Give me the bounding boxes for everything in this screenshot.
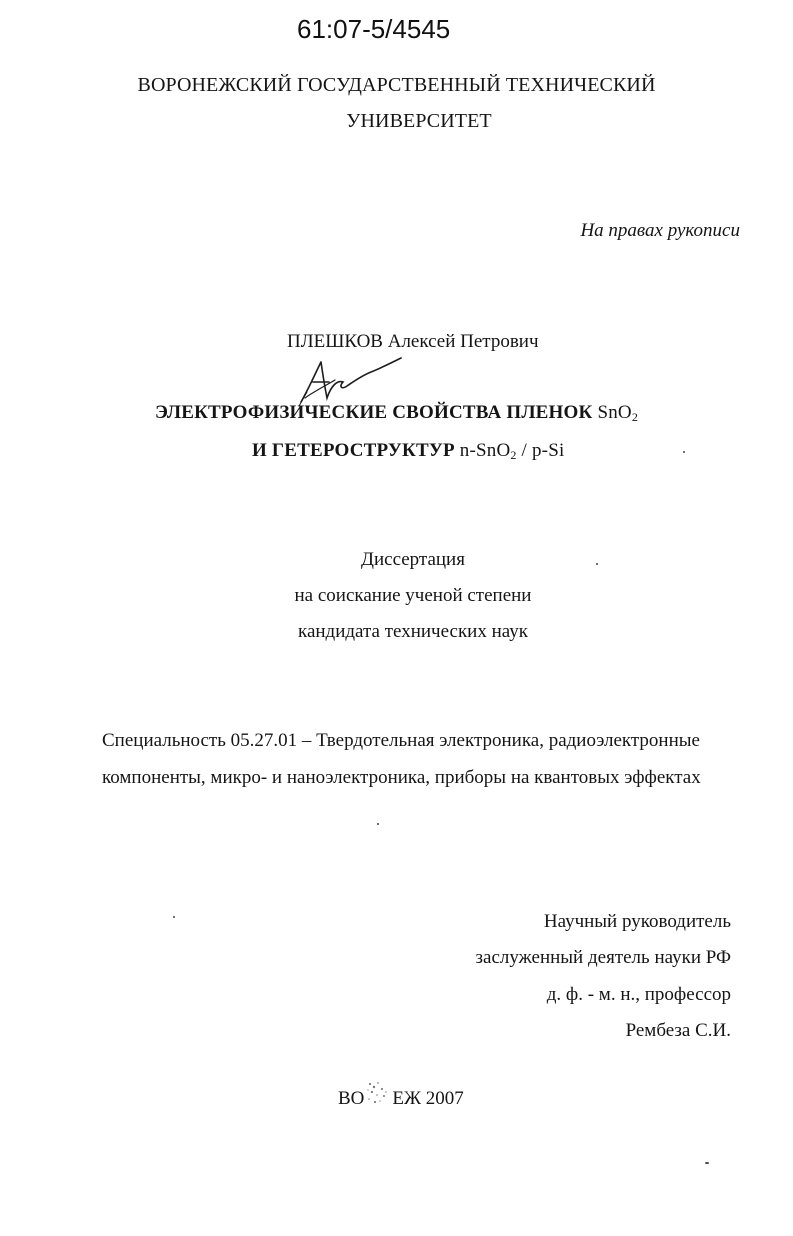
formula-subscript: 2 (631, 410, 639, 424)
supervisor-name: Рембеза С.И. (625, 1020, 731, 1041)
formula-base: n-SnO (459, 440, 511, 461)
degree-line2: на соискание ученой степени (294, 585, 532, 606)
scan-speck (705, 1162, 709, 1164)
title-line2-formula (460, 440, 565, 461)
scan-speck (377, 823, 379, 825)
dissertation-title-line1 (0, 402, 793, 424)
smudge-icon (364, 1088, 392, 1106)
year: 2007 (425, 1088, 464, 1109)
university-name-line1: ВОРОНЕЖСКИЙ ГОСУДАРСТВЕННЫЙ ТЕХНИЧЕСКИЙ (137, 74, 656, 96)
title-line2-text: И ГЕТЕРОСТРУКТУР (252, 440, 460, 461)
dissertation-title-line2 (252, 440, 564, 462)
formula-subscript: 2 (510, 448, 517, 462)
title-line1-text: ЭЛЕКТРОФИЗИЧЕСКИЕ СВОЙСТВА ПЛЕНОК (154, 402, 598, 423)
degree-line1: Диссертация (361, 549, 465, 570)
archive-stamp-number: 61:07-5/4545 (297, 14, 451, 44)
supervisor-degree: д. ф. - м. н., профессор (546, 984, 731, 1005)
formula-rest: / p-Si (516, 440, 565, 461)
author-given-names: Алексей Петрович (387, 331, 539, 352)
author-surname: ПЛЕШКОВ (287, 331, 383, 352)
city-start: ВО (338, 1088, 365, 1109)
author-name (287, 331, 539, 353)
formula-base: SnO (597, 402, 632, 423)
scan-speck (683, 451, 685, 453)
university-name-line2: УНИВЕРСИТЕТ (346, 110, 492, 132)
specialty-line2: компоненты, микро- и наноэлектроника, приборы на квантовых эффектах (102, 767, 701, 788)
supervisor-honor: заслуженный деятель науки РФ (475, 947, 731, 968)
specialty-line1: Специальность 05.27.01 – Твердотельная электроника, радиоэлектронные (102, 730, 700, 751)
scan-speck (173, 916, 175, 918)
degree-line3: кандидата технических наук (298, 621, 528, 642)
title-line1-formula (597, 402, 638, 423)
scan-speck (596, 563, 598, 565)
rights-note: На правах рукописи (580, 220, 740, 241)
city-year (338, 1088, 464, 1110)
signature-icon (295, 352, 405, 408)
city-end: ЕЖ (392, 1088, 422, 1109)
supervisor-role: Научный руководитель (543, 911, 731, 932)
